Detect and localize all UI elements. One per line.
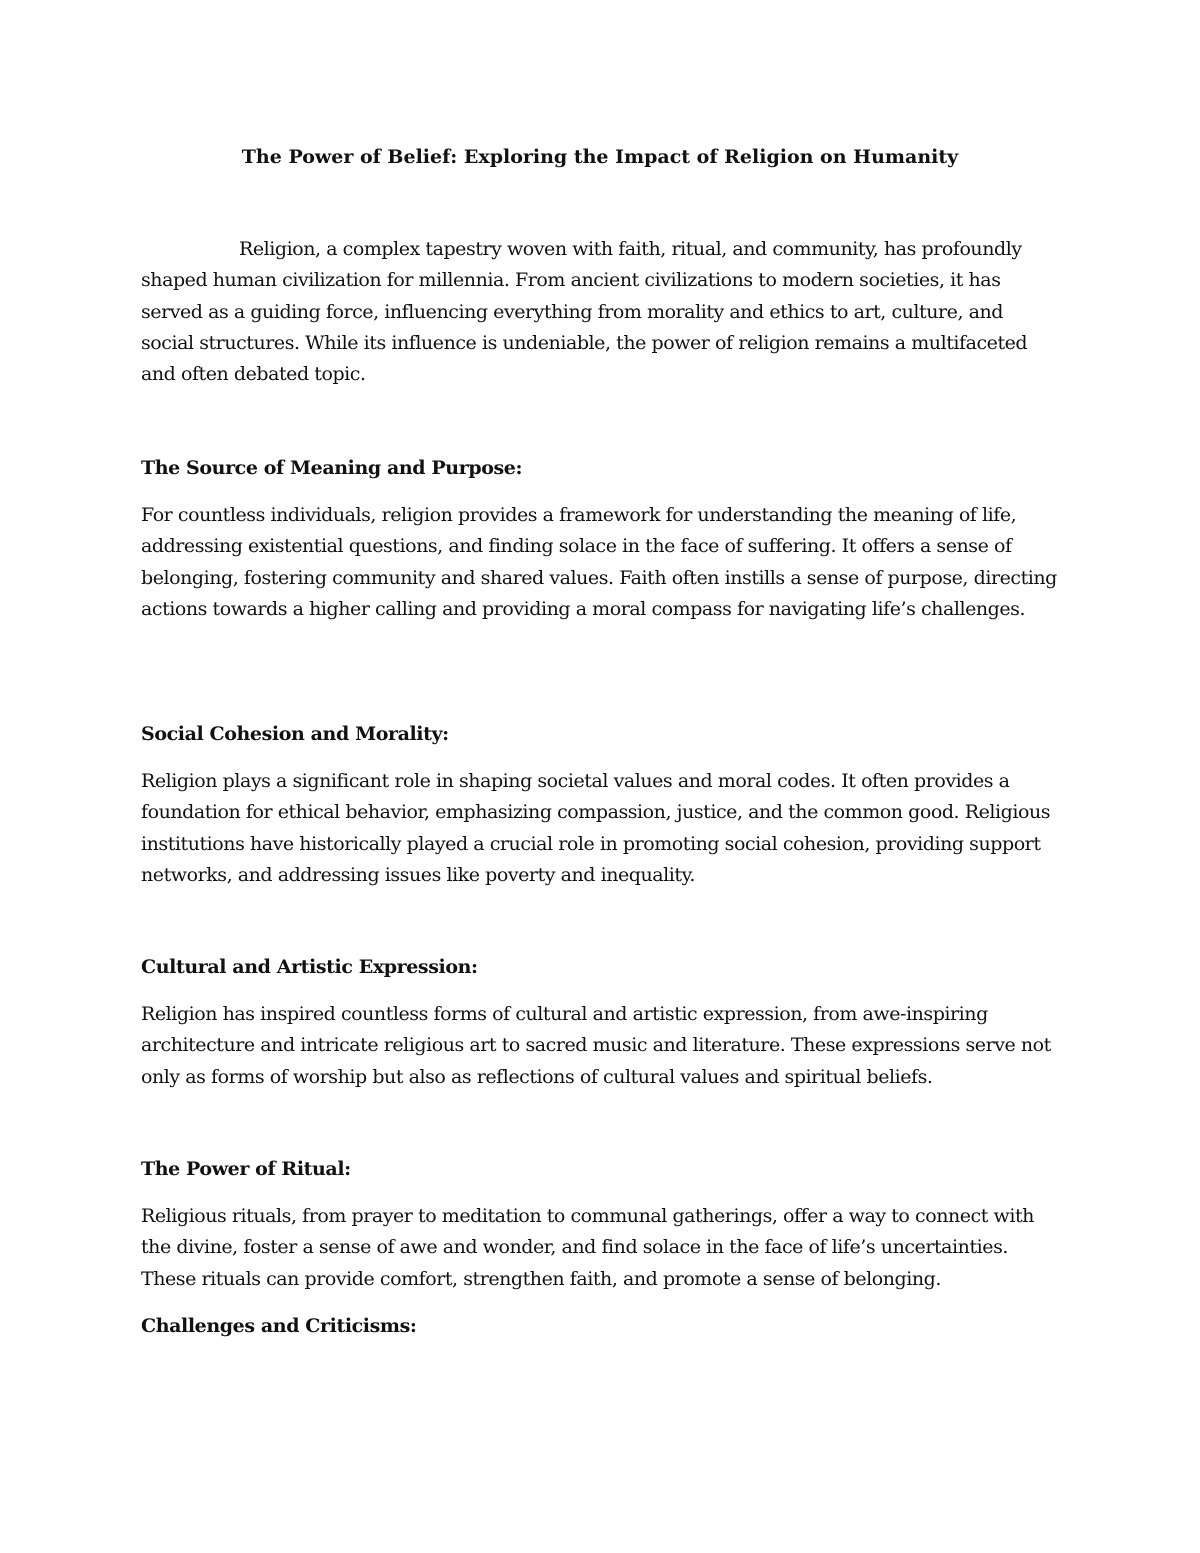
section-heading-meaning: The Source of Meaning and Purpose: <box>141 457 523 479</box>
section-heading-social-cohesion: Social Cohesion and Morality: <box>141 723 449 745</box>
section-heading-challenges: Challenges and Criticisms: <box>141 1315 417 1337</box>
section-body-social-cohesion: Religion plays a significant role in shaping societal values and moral codes. It often provides a foundation for ethical behavior, emphasizing compassion, justice, and the common good. Religious institutions have historically played a crucial role in promoting social cohesion, providing support networks, and addressing issues like poverty and inequality. <box>141 770 1051 886</box>
section-body-ritual: Religious rituals, from prayer to meditation to communal gatherings, offer a way to connect with the divine, foster a sense of awe and wonder, and find solace in the face of life’s uncertainties. These rituals can provide comfort, strengthen faith, and promote a sense of belonging. <box>141 1205 1034 1290</box>
document-title: The Power of Belief: Exploring the Impact of Religion on Humanity <box>241 146 959 168</box>
intro-paragraph: Religion, a complex tapestry woven with faith, ritual, and community, has profoundly shaped human civilization for millennia. From ancient civilizations to modern societies, it has served as a guiding force, influencing everything from morality and ethics to art, culture, and social structures. While its influence is undeniable, the power of religion remains a multifaceted and often debated topic. <box>141 238 1028 386</box>
section-body-meaning: For countless individuals, religion provides a framework for understanding the meaning of life, addressing existential questions, and finding solace in the face of suffering. It offers a sense of belonging, fostering community and shared values. Faith often instills a sense of purpose, directing actions towards a higher calling and providing a moral compass for navigating life’s challenges. <box>141 504 1057 620</box>
section-heading-ritual: The Power of Ritual: <box>141 1158 351 1180</box>
section-heading-cultural-expression: Cultural and Artistic Expression: <box>141 956 478 978</box>
section-body-cultural-expression: Religion has inspired countless forms of cultural and artistic expression, from awe-inspiring architecture and intricate religious art to sacred music and literature. These expressions serve not only as forms of worship but also as reflections of cultural values and spiritual beliefs. <box>141 1003 1051 1088</box>
